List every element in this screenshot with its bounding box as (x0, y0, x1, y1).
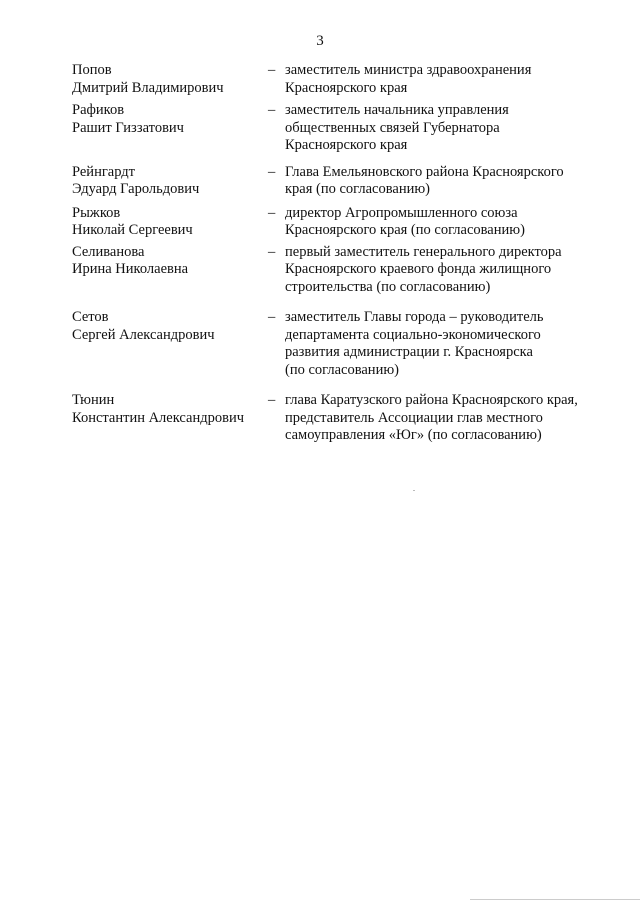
member-list (72, 62, 602, 445)
member-surname: Тюнин (72, 392, 115, 408)
member-surname: Рейнгардт (72, 163, 135, 180)
dash-separator: – (268, 392, 276, 408)
member-position: заместитель Главы города – руководитель департамента социально-экономического развития администрации г. Красноярска (по согласованию) (285, 309, 544, 378)
list-item (72, 205, 602, 240)
list-item (72, 164, 602, 199)
member-given-names: Константин Александрович (72, 409, 244, 426)
dash-separator: – (268, 204, 276, 221)
member-position: первый заместитель генерального директора Красноярского краевого фонда жилищного строительства (по согласованию) (285, 243, 562, 295)
member-surname: Попов (72, 62, 112, 78)
member-surname: Селиванова (72, 243, 145, 260)
scan-edge-line (470, 899, 640, 900)
member-surname: Рыжков (72, 204, 121, 221)
member-position: глава Каратузского района Красноярского края, представитель Ассоциации глав местного самоуправления «Юг» (по согласованию) (285, 392, 578, 443)
member-given-names: Эдуард Гарольдович (72, 181, 200, 197)
member-name (72, 309, 262, 344)
member-surname: Сетов (72, 309, 109, 325)
dash-separator: – (268, 163, 276, 180)
member-position: директор Агропромышленного союза Красноярского края (по согласованию) (285, 204, 525, 238)
dash-separator: – (268, 102, 276, 118)
member-name (72, 244, 262, 279)
list-item (72, 392, 602, 445)
member-given-names: Ирина Николаевна (72, 261, 189, 277)
list-item (72, 62, 602, 97)
list-item (72, 102, 602, 155)
member-name (72, 102, 262, 137)
list-item (72, 309, 602, 379)
member-given-names: Рашит Гиззатович (72, 119, 184, 136)
member-position: Глава Емельяновского района Красноярского края (по согласованию) (285, 163, 564, 197)
dash-separator: – (268, 309, 276, 325)
member-name (72, 205, 262, 240)
member-given-names: Сергей Александрович (72, 326, 215, 343)
member-position: заместитель министра здравоохранения Красноярского края (285, 62, 532, 96)
dash-separator: – (268, 62, 276, 78)
member-given-names: Дмитрий Владимирович (72, 79, 224, 96)
dash-separator: – (268, 243, 276, 260)
member-name (72, 62, 262, 97)
page-number: 3 (316, 33, 324, 49)
member-surname: Рафиков (72, 102, 125, 118)
member-name (72, 392, 262, 427)
member-position: заместитель начальника управления общественных связей Губернатора Красноярского края (285, 102, 509, 153)
scan-speck (413, 490, 415, 491)
member-given-names: Николай Сергеевич (72, 222, 193, 238)
list-item (72, 244, 602, 297)
member-name (72, 164, 262, 199)
